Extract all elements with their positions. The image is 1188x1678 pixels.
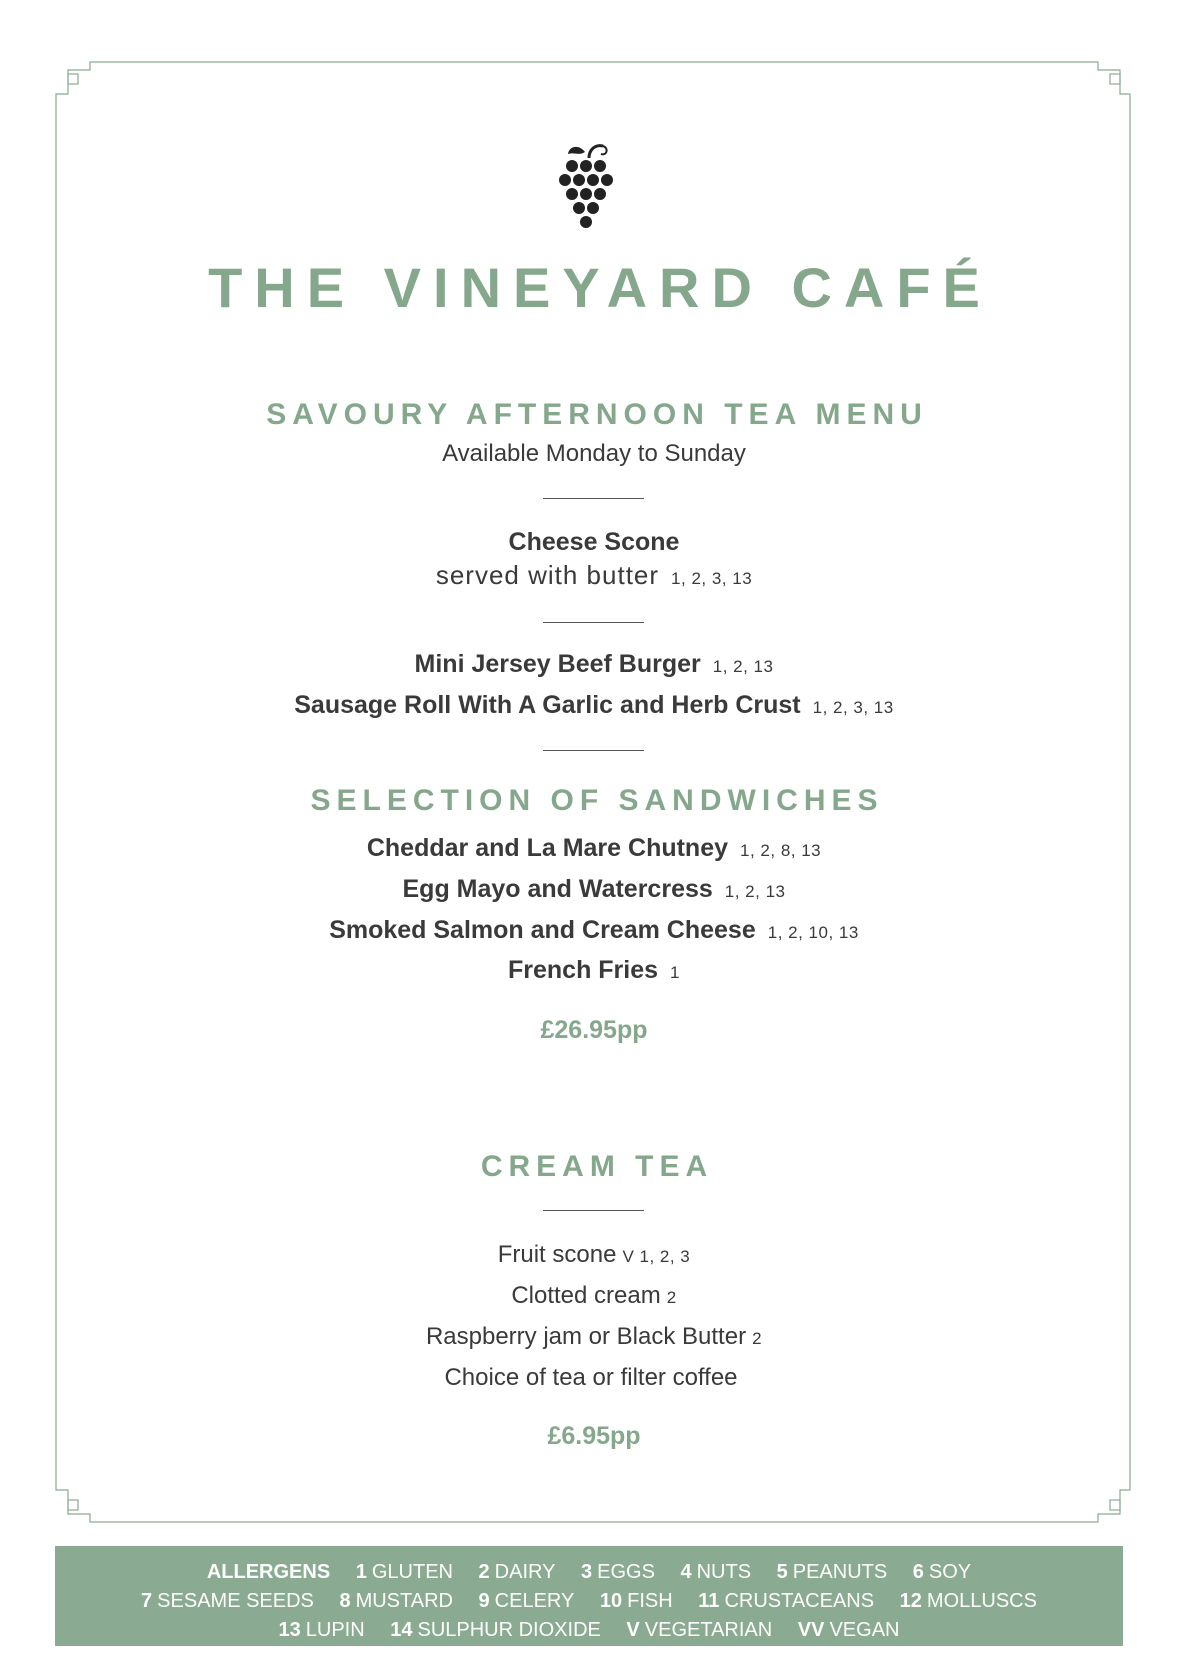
allergen-entry [680,1562,751,1582]
divider [543,750,644,751]
menu-item-name: Choice of tea or filter coffee [444,1364,738,1391]
allergen-codes: 2 [666,1288,677,1307]
menu-item [0,1284,1188,1308]
menu-item-name: Smoked Salmon and Cream Cheese [329,916,756,944]
allergen-codes: 1, 2, 10, 13 [767,923,859,942]
allergen-codes: V 1, 2, 3 [622,1247,691,1266]
menu-item [0,918,1188,943]
allergen-code: 12 [899,1590,922,1612]
cream-tea-title: CREAM TEA [480,1150,714,1183]
menu-item [0,1325,1188,1349]
allergen-codes: 1, 2, 13 [712,657,774,676]
menu-item-name: Egg Mayo and Watercress [402,875,713,903]
allergen-code: VV [797,1619,825,1641]
allergen-name: GLUTEN [371,1561,453,1583]
cafe-title: THE VINEYARD CAFÉ [208,256,992,319]
allergen-name: MUSTARD [355,1590,453,1612]
allergen-name: CELERY [494,1590,575,1612]
menu-item [0,1366,1188,1390]
allergen-codes: 1 [670,963,681,982]
allergens-row [55,1591,1123,1611]
allergen-code: 7 [141,1590,153,1612]
allergen-entry [390,1620,601,1640]
menu-item [0,877,1188,902]
allergen-name: DAIRY [494,1561,556,1583]
allergen-name: EGGS [597,1561,655,1583]
allergens-row [55,1620,1123,1640]
divider [543,622,644,623]
allergen-entry [479,1562,556,1582]
allergen-entry [339,1591,453,1611]
allergen-entry [600,1591,673,1611]
cheese-scone-desc-text: served with butter [435,560,660,590]
cheese-scone-name: Cheese Scone [508,528,680,556]
sandwiches-title: SELECTION OF SANDWICHES [310,784,884,817]
allergen-code: 11 [698,1590,720,1612]
allergen-entry [900,1591,1037,1611]
allergen-entry [279,1620,365,1640]
allergen-name: MOLLUSCS [926,1590,1037,1612]
menu-item-name: Cheddar and La Mare Chutney [366,834,729,862]
grapes-icon [555,140,625,240]
afternoon-tea-price: £26.95pp [540,1016,648,1044]
allergen-entry [913,1562,971,1582]
allergen-entry [141,1591,314,1611]
allergens-banner [55,1546,1123,1646]
allergen-codes: 1, 2, 3, 13 [671,569,753,588]
allergen-name: FISH [627,1590,673,1612]
allergen-name: LUPIN [305,1619,365,1641]
divider [543,1210,644,1211]
divider [543,498,644,499]
menu-item-name: Clotted cream [511,1282,661,1309]
allergens-label-text: ALLERGENS [206,1561,331,1583]
allergen-name: SOY [928,1561,972,1583]
allergen-name: VEGETARIAN [644,1619,773,1641]
allergen-codes: 1, 2, 8, 13 [740,841,822,860]
allergen-code: 13 [278,1619,301,1641]
menu-item-name: Sausage Roll With A Garlic and Herb Crust [294,691,801,719]
allergen-entry [479,1591,575,1611]
allergen-code: 9 [478,1590,490,1612]
menu-item [0,958,1188,983]
allergen-name: NUTS [696,1561,752,1583]
availability-text: Available Monday to Sunday [442,440,746,467]
allergen-name: VEGAN [829,1619,900,1641]
allergen-code: V [626,1619,640,1641]
menu-item [0,693,1188,718]
menu-item-name: Fruit scone [497,1241,617,1268]
allergen-code: 8 [339,1590,351,1612]
allergen-codes: 1, 2, 13 [724,882,786,901]
allergen-name: CRUSTACEANS [724,1590,875,1612]
allergen-code: 14 [390,1619,413,1641]
menu-item [0,836,1188,861]
allergen-entry [698,1591,874,1611]
allergen-code: 3 [581,1561,593,1583]
savoury-menu-title: SAVOURY AFTERNOON TEA MENU [266,398,928,431]
cream-tea-price: £6.95pp [547,1422,641,1450]
allergen-entry [777,1562,888,1582]
allergen-code: 10 [599,1590,623,1612]
allergen-code: 1 [355,1561,367,1583]
allergens-row [55,1562,1123,1582]
menu-item-name: French Fries [507,956,659,984]
allergens-label [207,1562,330,1582]
menu-item [0,652,1188,677]
allergen-code: 6 [912,1561,924,1583]
allergen-entry [626,1620,772,1640]
allergen-codes: 2 [752,1329,763,1348]
menu-item [0,1243,1188,1267]
allergen-code: 5 [776,1561,788,1583]
menu-item-name: Raspberry jam or Black Butter [425,1323,747,1350]
cheese-scone-description [0,562,1188,588]
menu-item-name: Mini Jersey Beef Burger [414,650,701,678]
allergen-code: 4 [680,1561,692,1583]
allergen-name: PEANUTS [792,1561,888,1583]
allergen-entry [798,1620,900,1640]
allergen-name: SULPHUR DIOXIDE [417,1619,601,1641]
allergen-name: SESAME SEEDS [157,1590,314,1612]
allergen-entry [356,1562,453,1582]
allergen-code: 2 [478,1561,490,1583]
allergen-entry [581,1562,655,1582]
allergen-codes: 1, 2, 3, 13 [812,698,894,717]
